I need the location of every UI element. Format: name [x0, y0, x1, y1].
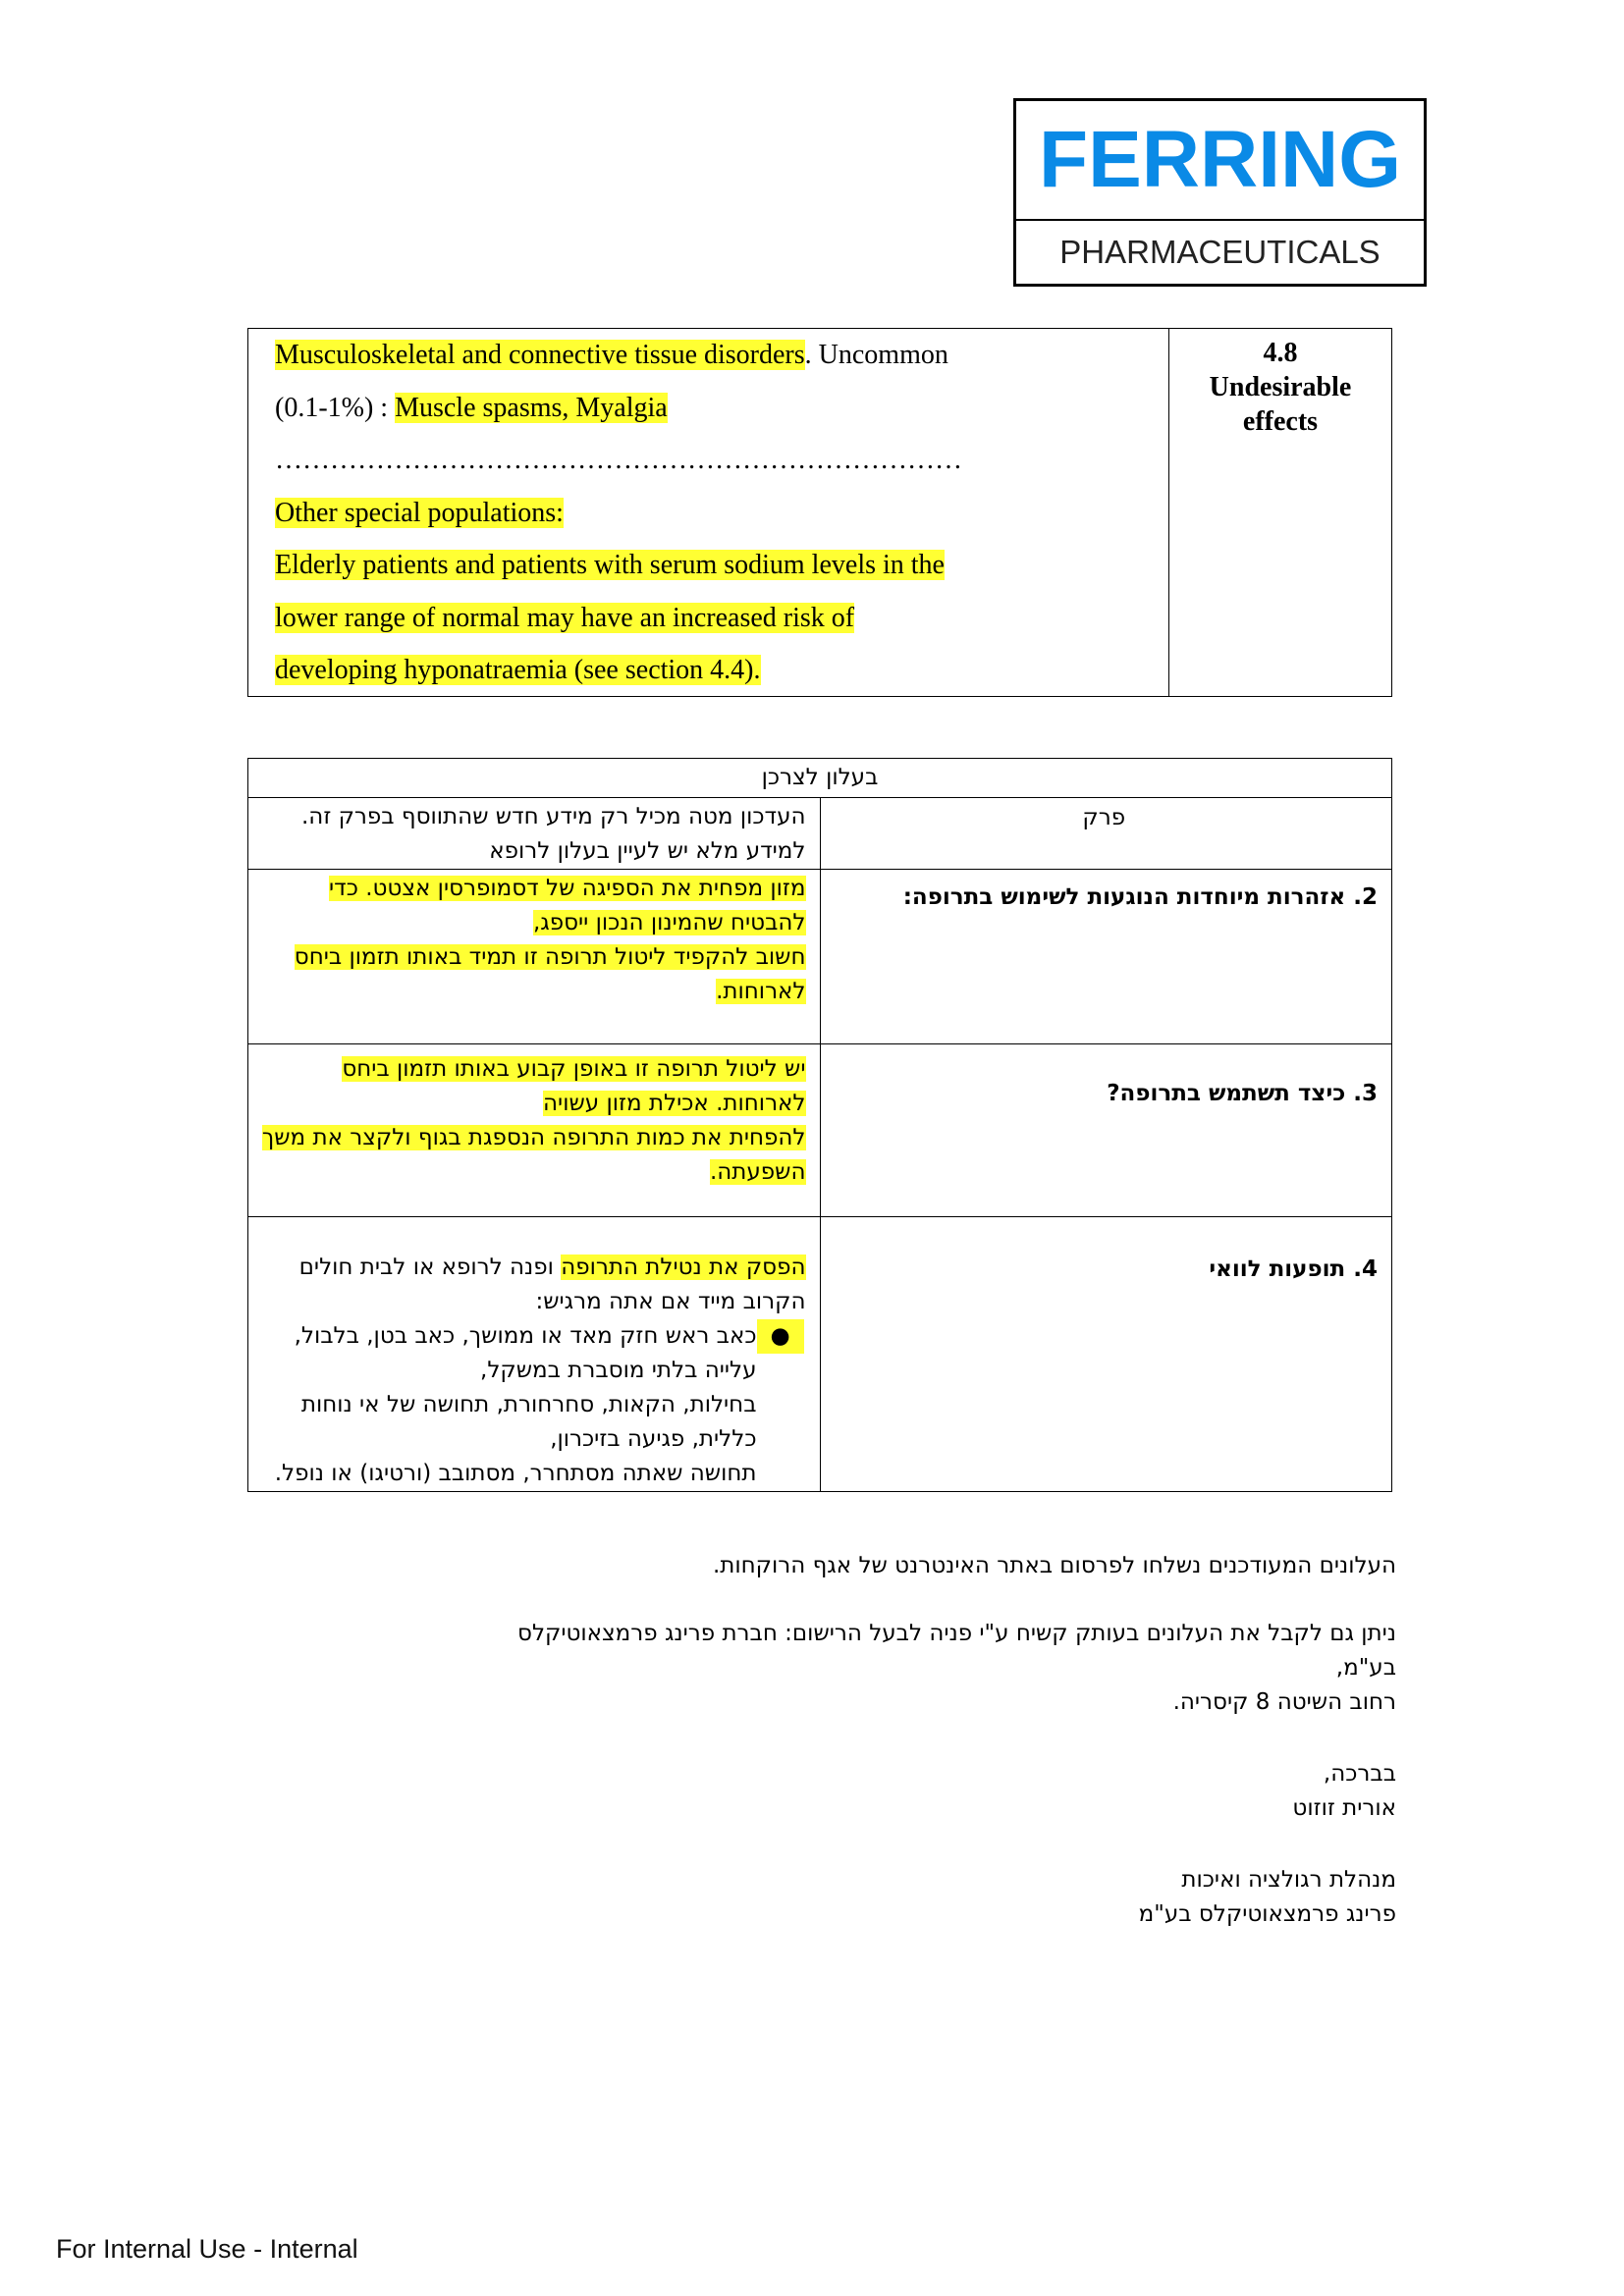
row-content-3: יש ליטול תרופה זו באופן קבוע באותו תזמון ביחס לארוחות. אכילת מזון עשויה להפחית את כמות התרופה הנספגת בגוף ולקצר את משך השפעתה.	[248, 1044, 821, 1217]
row-content-2: מזון מפחית את הספיגה של דסמופרסין אצטט. כדי להבטיח שהמינון הנכון ייספג, חשוב להקפיד ליטול תרופה זו תמיד באותו תזמון ביחס לארוחות.	[248, 870, 821, 1044]
letter-signer-name: אורית זוזוט	[1292, 1795, 1396, 1821]
spc-table	[247, 328, 1392, 697]
col-header-note: העדכון מטה מכיל רק מידע חדש שהתווסף בפרק זה. למידע מלא יש לעיין בעלון לרופא	[248, 798, 821, 870]
spc-line: developing hyponatraemia (see section 4.4).	[275, 655, 761, 685]
spc-content-cell	[248, 329, 1169, 696]
spc-section-title: 4.8 Undesirable effects	[1209, 338, 1352, 437]
leaflet-table-title: בעלון לצרכן	[248, 759, 1392, 798]
row-section-3: 3. כיצד תשתמש בתרופה?	[820, 1044, 1392, 1217]
classification-footer: For Internal Use - Internal	[56, 2234, 358, 2264]
spc-line: (0.1-1%) : Muscle spasms, Myalgia	[275, 392, 668, 423]
spc-line: Musculoskeletal and connective tissue disorders. Uncommon	[275, 340, 948, 370]
spc-line: lower range of normal may have an increased risk of	[275, 602, 855, 633]
letter-paragraph: ניתן גם לקבל את העלונים בעותק קשיח ע"י פניה לבעל הרישום: חברת פרינג פרמצאוטיקלס בע"מ,	[517, 1621, 1396, 1681]
col-header-section: פרק	[820, 798, 1392, 870]
logo-subtitle: PHARMACEUTICALS	[1059, 234, 1380, 270]
letter-paragraph: העלונים המעודכנים נשלחו לפרסום באתר האינטרנט של אגף הרוקחות.	[712, 1553, 1396, 1578]
side-effects-list	[258, 1319, 806, 1491]
row-content-4: הפסק את נטילת התרופה ופנה לרופא או לבית חולים הקרוב מייד אם אתה מרגיש: ● כאב ראש חזק מאד או ממושך, כאב בטן, בלבול, עלייה בלתי מוסברת במשקל, בחילות, הקאות, סחרחורת, תחושה של אי נוחות כללית, פגיעה בזיכרון, תחושה שאתה מסתחרר, מסתובב (ורטיגו) או נופל.	[248, 1217, 821, 1492]
leaflet-table	[247, 758, 1392, 1492]
ferring-logo	[1013, 98, 1427, 287]
spc-line: Other special populations:	[275, 497, 564, 528]
list-item: ● כאב ראש חזק מאד או ממושך, כאב בטן, בלבול, עלייה בלתי מוסברת במשקל, בחילות, הקאות, סחרחורת, תחושה של אי נוחות כללית, פגיעה בזיכרון, תחושה שאתה מסתחרר, מסתובב (ורטיגו) או נופל.	[258, 1319, 757, 1491]
letter-signer-role: מנהלת רגולציה ואיכות	[1181, 1867, 1396, 1893]
bullet-icon: ●	[757, 1319, 804, 1354]
spc-dots: …………………………………………………………………	[275, 445, 962, 475]
spc-line: Elderly patients and patients with serum sodium levels in the	[275, 550, 945, 580]
letter-paragraph: רחוב השיטה 8 קיסריה.	[1172, 1689, 1396, 1715]
spc-section-cell	[1169, 329, 1391, 696]
letter-greeting: בברכה,	[1323, 1761, 1396, 1787]
letter-company: פרינג פרמצאוטיקלס בע"מ	[1138, 1901, 1396, 1927]
row-section-4: 4. תופעות לוואי	[820, 1217, 1392, 1492]
logo-brand: FERRING	[1016, 101, 1424, 221]
row-section-2: 2. אזהרות מיוחדות הנוגעות לשימוש בתרופה:	[820, 870, 1392, 1044]
letter-body	[513, 1549, 1396, 1932]
